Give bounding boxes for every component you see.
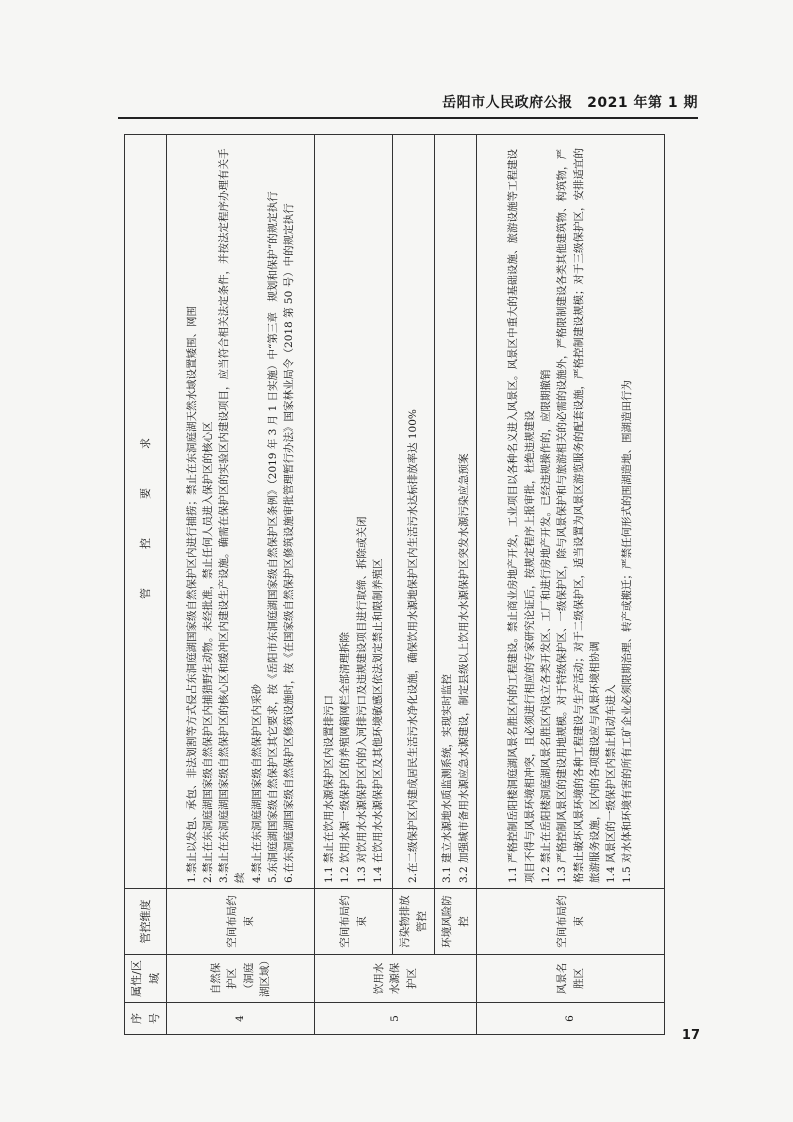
requirement-line: 2.禁止在东洞庭湖国家级自然保护区内捕猎野生动物。未经批准，禁止任何人员进入保护区的核心区 [201,421,214,883]
header-rule [118,117,698,119]
row-dimension: 环境风险防控 [435,889,477,955]
row-dimension: 空间布局约束 [477,889,665,955]
row-attr: 自然保护区（洞庭湖区域） [167,955,315,1003]
row-requirements [477,135,665,889]
table-row [393,135,435,1035]
row-requirements [315,135,393,889]
requirement-line: 1.2 饮用水源一级保护区的养殖网箱网栏全部清理拆除 [339,631,352,883]
requirement-line: 1.5 对水体和环境有害的所有工矿企业必须限期治理、转产或搬迁；严禁任何形式的围湖造地、围湖造田行为 [621,379,634,883]
row-seq: 5 [315,1003,477,1035]
row-attr: 风景名胜区 [477,955,665,1003]
requirement-line: 3.禁止在东洞庭湖国家级自然保护区的核心区和缓冲区内建设生产设施。确需在保护区的实验区内建设项目，应当符合相关法定条件，并按法定程序办理有关手续 [218,148,247,883]
row-attr: 饮用水水源保护区 [315,955,477,1003]
requirement-line: 1.4 在饮用水水源保护区及其他环境敏感区依法划定禁止和限制养殖区 [371,558,384,883]
header-dimension: 管控维度 [125,889,167,955]
row-seq: 6 [477,1003,665,1035]
row-requirements [167,135,315,889]
journal-header: 岳阳市人民政府公报 2021 年第 1 期 [442,95,698,111]
requirement-line: 3.2 加强城市备用水源应急水源建设，制定县级以上饮用水水源保护区突发水源污染应急预案 [457,453,470,883]
header-attr: 属性/区域 [125,955,167,1003]
requirement-line: 1.4 风景区的一级保护区内禁止机动车进入 [605,684,618,883]
row-requirements [393,135,435,889]
requirement-line: 1.1 禁止在饮用水源保护区内设置排污口 [322,694,335,883]
table-row [167,135,315,1035]
requirement-line: 1.禁止以发包、承包、非法划割等方式侵占东洞庭湖国家级自然保护区内进行捕捞；禁止在东洞庭湖天然水域设置矮围、网围 [185,305,198,883]
requirement-line: 1.1 严格控制岳阳楼洞庭湖风景名胜区内的工程建设。禁止商业房地产开发，工业项目以各种名义进入风景区。风景区中重大的基础设施、旅游设施等工程建设项目不得与风景环境相冲突，且必须进行相应的专家研究论证后，按规定程序上报审批，杜绝违规建设 [507,148,536,883]
requirement-line: 6.在东洞庭湖国家级自然保护区修筑设施时，按《在国家级自然保护区修筑设施审批管理暂行办法》国家林业局令（2018 第 50 号）中的规定执行 [283,203,296,883]
row-dimension: 污染物排放管控 [393,889,435,955]
row-seq: 4 [167,1003,315,1035]
page-number: 17 [681,1028,700,1043]
requirement-line: 1.2 禁止在岳阳楼洞庭湖风景名胜区内设立各类开发区、工厂和进行房地产开发。已经违规操作的，应限期撤销 [539,369,552,883]
table-row [477,135,665,1035]
requirement-line: 4.禁止在东洞庭湖国家级自然保护区内采砂 [250,683,263,883]
row-dimension: 空间布局约束 [315,889,393,955]
header-seq: 序号 [125,1003,167,1035]
control-requirements-table [124,134,665,1035]
header-requirement: 管 控 要 求 [125,135,167,889]
requirement-line: 1.3 严格控制风景区的建设用地规模。对于特级保护区、一级保护区，除与风景保护和与旅游相关的必需的设施外，严格限制建设各类其他建筑物、构筑物，严格禁止破坏风景环境的各种工程建设与生产活动；对于二级保护区，适当设置为风景区游览服务的配套设施，严格控制建设规模；对于三级保护区，安排适宜的旅游服务设施，区内的各项建设应与风景环境相协调 [556,148,601,883]
requirement-line: 2.在二级保护区内建成居民生活污水净化设施，确保饮用水源地保护区内生活污水达标排放率达 100% [407,409,420,883]
requirement-line: 5.东洞庭湖国家级自然保护区其它要求，按《岳阳市东洞庭湖国家级自然保护区条例》（2019 年 3 月 1 日实施）中“第三章 规划和保护”的规定执行 [266,191,279,883]
row-requirements [435,135,477,889]
table-row [435,135,477,1035]
table-row [315,135,393,1035]
requirement-line: 3.1 建立水源地水质监测系统，实现实时监控 [441,673,454,883]
rotated-table-container [124,135,664,1035]
requirement-line: 1.3 对饮用水水源保护区内的入河排污口及违规建设项目进行取缔、拆除或关闭 [355,516,368,883]
row-dimension: 空间布局约束 [167,889,315,955]
table-header-row [125,135,167,1035]
